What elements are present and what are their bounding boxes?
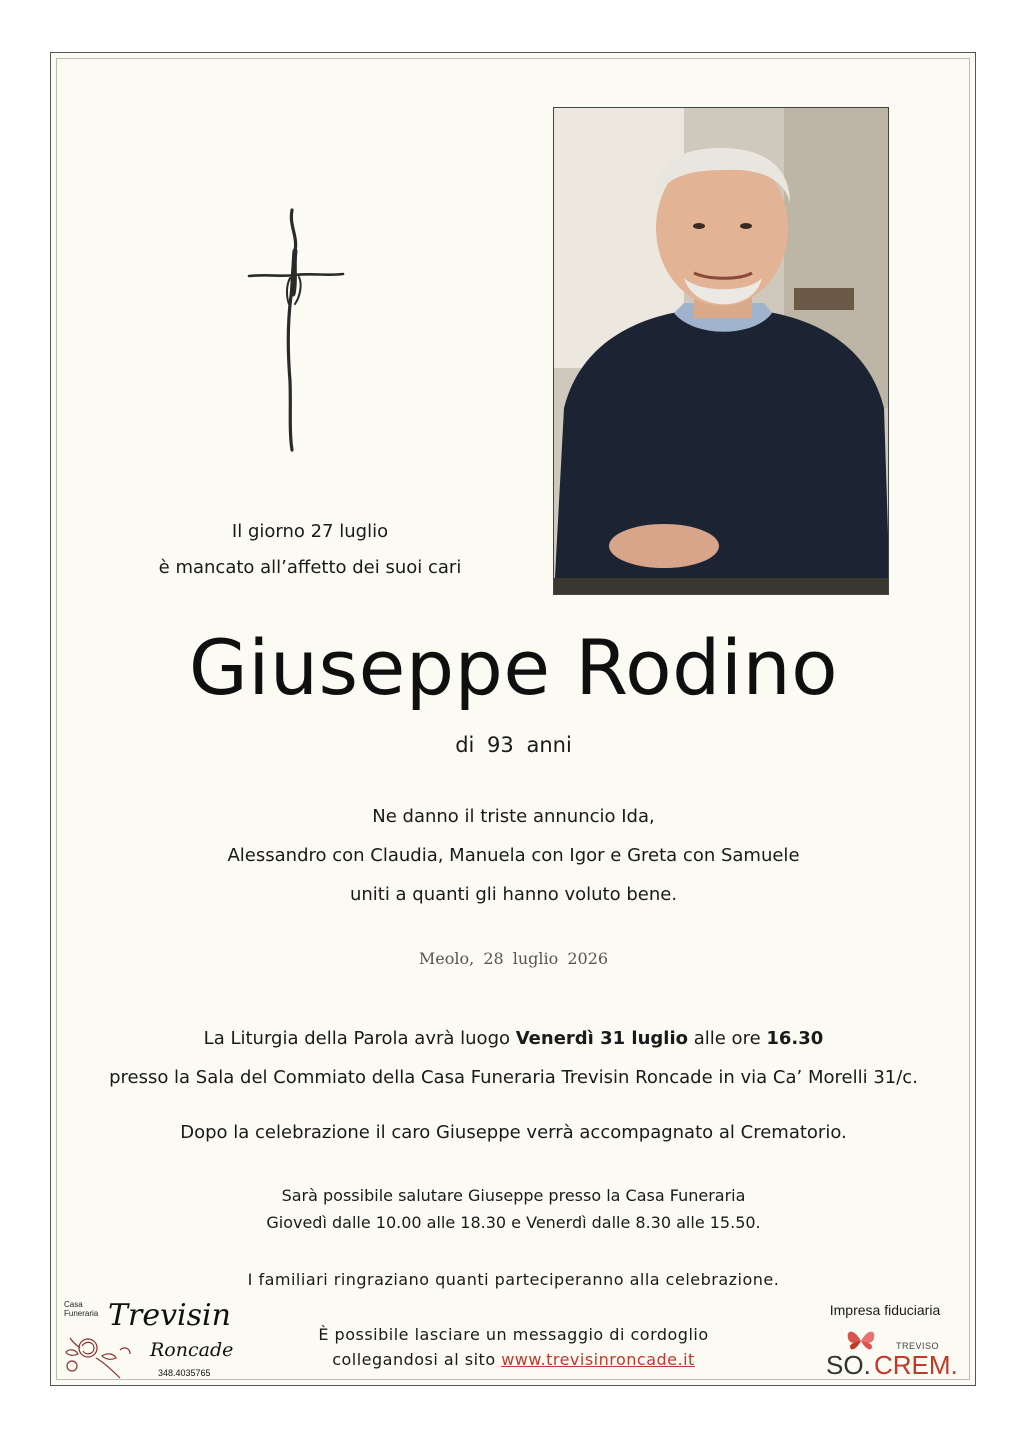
logo-small-2: Funeraria — [64, 1309, 99, 1318]
thanks-text: I familiari ringraziano quanti parteciperanno alla celebrazione. — [247, 1270, 780, 1289]
after-ceremony: Dopo la celebrazione il caro Giuseppe verrà accompagnato al Crematorio. — [180, 1122, 847, 1143]
liturgy-pre: La Liturgia della Parola avrà luogo — [203, 1028, 516, 1049]
visit-line-2: Giovedì dalle 10.00 alle 18.30 e Venerdì dalle 8.30 alle 15.50. — [266, 1213, 761, 1232]
socrem-city: TREVISO — [896, 1341, 940, 1351]
condolence-message — [260, 1322, 767, 1372]
cross-icon — [243, 206, 347, 454]
portrait-photo — [553, 107, 889, 595]
liturgy-mid: alle ore — [688, 1028, 767, 1049]
message-line-2 — [260, 1347, 767, 1372]
family-line-3: uniti a quanti gli hanno voluto bene. — [349, 884, 678, 905]
place-date: Meolo, 28 luglio 2026 — [418, 949, 609, 968]
impresa-label: Impresa fiduciaria — [829, 1302, 941, 1318]
deceased-age: di 93 anni — [455, 733, 572, 757]
visit-line-1: Sarà possibile salutare Giuseppe presso la Casa Funeraria — [281, 1186, 746, 1205]
deceased-name: Giuseppe Rodino — [188, 623, 839, 712]
liturgy-day: Venerdì 31 luglio — [515, 1028, 688, 1049]
intro-line-2: è mancato all’affetto dei suoi cari — [158, 557, 462, 578]
liturgy-info — [60, 1019, 967, 1097]
visiting-hours — [60, 1182, 967, 1236]
family-line-1: Ne danno il triste annuncio Ida, — [372, 806, 655, 827]
family-line-2: Alessandro con Claudia, Manuela con Igor e Greta con Samuele — [227, 845, 800, 866]
intro-line-1: Il giorno 27 luglio — [231, 521, 389, 542]
liturgy-time: 16.30 — [766, 1028, 824, 1049]
message-line-1: È possibile lasciare un messaggio di cordoglio — [318, 1325, 709, 1344]
logo-phone: 348.4035765 — [158, 1368, 211, 1378]
trevisin-logo — [58, 1296, 248, 1382]
socrem-crem: CREM. — [874, 1350, 958, 1380]
logo-small-1: Casa — [64, 1300, 83, 1309]
socrem-so: SO. — [826, 1350, 871, 1380]
intro-text — [110, 514, 510, 586]
message-line-2-pre: collegandosi al sito — [332, 1350, 502, 1369]
website-link[interactable]: www.trevisinroncade.it — [501, 1350, 695, 1369]
family-announcement — [60, 797, 967, 914]
liturgy-line-1 — [60, 1019, 967, 1058]
logo-roncade: Roncade — [150, 1339, 234, 1361]
logo-trevisin: Trevisin — [108, 1298, 231, 1333]
liturgy-line-2: presso la Sala del Commiato della Casa Funeraria Trevisin Roncade in via Ca’ Morelli 31/c. — [109, 1067, 918, 1088]
